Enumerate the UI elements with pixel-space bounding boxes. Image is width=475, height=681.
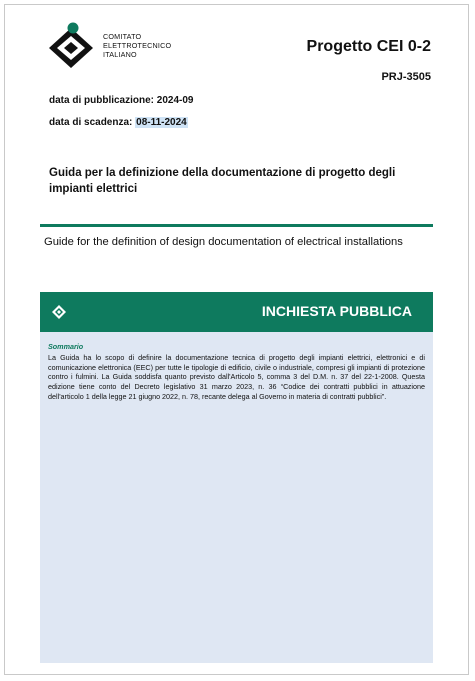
document-title-english: Guide for the definition of design documentation of electrical installations (44, 236, 403, 248)
publication-date: 2024-09 (156, 95, 194, 106)
summary-box (40, 332, 433, 663)
expiry-label: data di scadenza: (49, 117, 133, 128)
expiry-date: 08-11-2024 (136, 117, 187, 128)
org-line: ITALIANO (103, 50, 137, 59)
cei-logo-icon (45, 22, 101, 70)
org-line: ELETTROTECNICO (103, 41, 172, 50)
project-code: PRJ-3505 (381, 71, 431, 83)
project-title: Progetto CEI 0-2 (306, 38, 431, 55)
publication-label: data di pubblicazione: (49, 95, 155, 106)
title-divider (40, 224, 433, 227)
banner-label: INCHIESTA PUBBLICA (261, 303, 412, 319)
summary-label: Sommario (48, 342, 84, 351)
document-title-italian: Guida per la definizione della documentazione di progetto degli impianti elettrici (49, 167, 396, 195)
org-line: COMITATO (103, 32, 142, 41)
organization-name (103, 32, 171, 59)
expiry-date-row (49, 117, 188, 128)
publication-date-row (49, 95, 194, 106)
summary-text: La Guida ha lo scopo di definire la documentazione tecnica di progetto degli impianti elettrici, elettronici e di comunicazione elettronica (EEC) per tutte le tipologie di edificio, civile o industriale, compresi gli impianti di protezione contro i fulmini. La Guida soddisfa quanto previsto dall'Articolo 5, comma 3 del D.M. n. 37 del 22-1-2008. Questa edizione tiene conto del Decreto legislativo 31 marzo 2023, n. 36 “Codice dei contratti pubblici in attuazione dell'articolo 1 della legge 21 giugno 2022, n. 78, recante delega al Governo in materia di contratti pubblici”. (48, 353, 425, 401)
diamond-logo-icon (51, 304, 67, 320)
public-inquiry-banner (40, 292, 433, 332)
